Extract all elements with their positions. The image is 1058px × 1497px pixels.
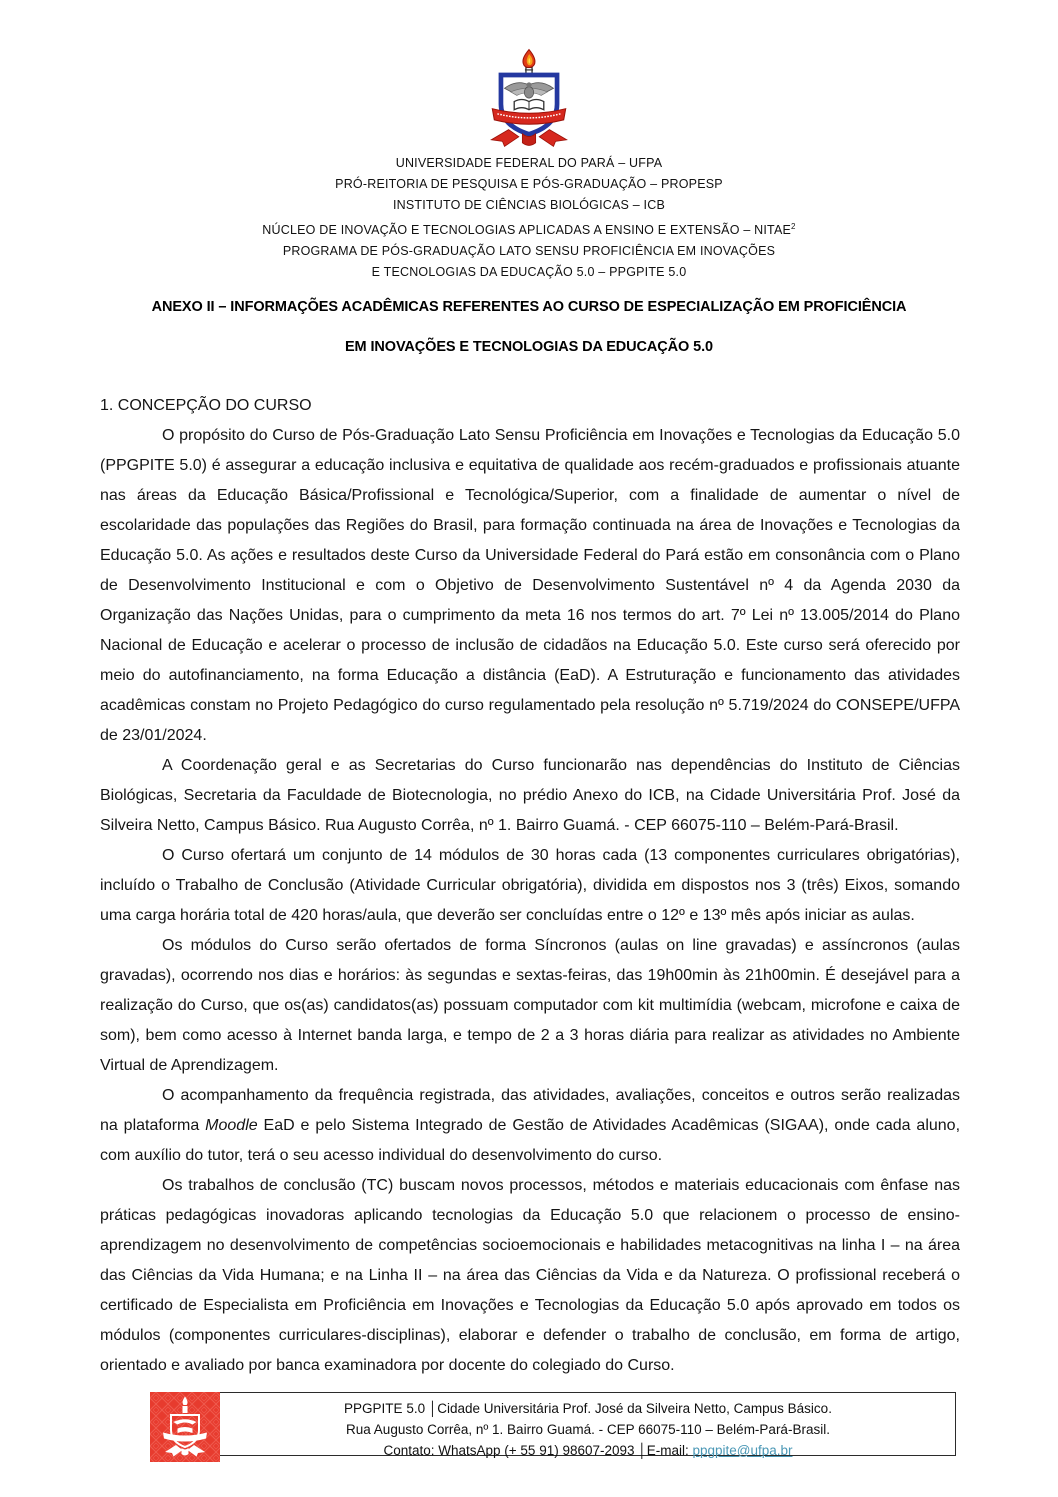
paragraph-proposito: O propósito do Curso de Pós-Graduação Lato Sensu Proficiência em Inovações e Tecnologias da Educação 5.0 (PPGPITE 5.0) é assegurar a educação inclusiva e equitativa de qualidade aos recém-graduados e profissionais atuante nas áreas da Educação Básica/Profissional e Tecnológica/Superior, com a finalidade de aumentar o nível de escolaridade das populações das Regiões do Brasil, para formação continuada na área de Inovações e Tecnologias da Educação 5.0. As ações e resultados deste Curso da Universidade Federal do Pará estão em consonância com o Plano de Desenvolvimento Institucional e com o Objetivo de Desenvolvimento Sustentável nº 4 da Agenda 2030 da Organização das Nações Unidas, para o cumprimento da meta 16 nos termos do art. 7º Lei nº 13.005/2014 do Plano Nacional de Educação e acelerar o processo de inclusão de cidadãos na Educação 5.0. Este curso será oferecido por meio do autofinanciamento, na forma Educação a distância (EaD). A Estruturação e funcionamento das atividades acadêmicas constam no Projeto Pedagógico do curso regulamentado pela resolução nº 5.719/2024 do CONSEPE/UFPA de 23/01/2024. (100, 427, 960, 744)
header-line-nucleo-text: NÚCLEO DE INOVAÇÃO E TECNOLOGIAS APLICADAS A ENSINO E EXTENSÃO – NITAE (262, 223, 792, 238)
institution-header (0, 153, 1058, 283)
footer-line-3 (221, 1440, 955, 1461)
footer-line-2: Rua Augusto Corrêa, nº 1. Bairro Guamá. - CEP 66075-110 – Belém-Pará-Brasil. (346, 1422, 830, 1437)
document-title-line-2: EM INOVAÇÕES E TECNOLOGIAS DA EDUCAÇÃO 5.0 (344, 339, 713, 355)
logo-container (0, 48, 1058, 150)
paragraph-acompanhamento-before: O acompanhamento da frequência registrada, das atividades, avaliações, conceitos e outros serão realizadas na plataforma (100, 1087, 960, 1134)
paragraph-modulos: O Curso ofertará um conjunto de 14 módulos de 30 horas cada (13 componentes curriculares obrigatórias), incluído o Trabalho de Conclusão (Atividade Curricular obrigatória), dividida em dispostos nos 3 (três) Eixos, somando uma carga horária total de 420 horas/aula, que deverão ser concluídas entre o 12º e 13º mês após iniciar as aulas. (100, 847, 960, 924)
header-line-programa-2: E TECNOLOGIAS DA EDUCAÇÃO 5.0 – PPGPITE 5.0 (371, 265, 687, 280)
footer (150, 1392, 956, 1456)
footer-logo-container (150, 1392, 220, 1462)
header-line-instituto: INSTITUTO DE CIÊNCIAS BIOLÓGICAS – ICB (392, 198, 665, 212)
paragraph-trabalhos: Os trabalhos de conclusão (TC) buscam novos processos, métodos e materiais educacionais com ênfase nas práticas pedagógicas inovadoras aplicando tecnologias da Educação 5.0 que relacionem o processo de ensino-aprendizagem no desenvolvimento de competências socioemocionais e habilidades metacognitivas na linha I – na área das Ciências da Vida Humana; e na Linha II – na área das Ciências da Vida e da Natureza. O profissional receberá o certificado de Especialista em Proficiência em Inovações e Tecnologias da Educação 5.0 após aprovado em todos os módulos (componentes curriculares-disciplinas), elaborar e defender o trabalho de conclusão, em forma de artigo, orientado e avaliado por banca examinadora por docente do colegiado do Curso. (100, 1177, 960, 1374)
email-link[interactable]: ppgpite@ufpa.br (692, 1443, 793, 1458)
paragraph-acompanhamento (100, 1081, 960, 1171)
paragraph-coordenacao: A Coordenação geral e as Secretarias do Curso funcionarão nas dependências do Instituto de Ciências Biológicas, Secretaria da Faculdade de Biotecnologia, no prédio Anexo do ICB, na Cidade Universitária Prof. José da Silveira Netto, Campus Básico. Rua Augusto Corrêa, nº 1. Bairro Guamá. - CEP 66075-110 – Belém-Pará-Brasil. (100, 757, 960, 834)
footer-line-1: PPGPITE 5.0 │Cidade Universitária Prof. José da Silveira Netto, Campus Básico. (344, 1401, 832, 1416)
document-title (0, 297, 1058, 357)
ufpa-crest-white-icon (150, 1392, 220, 1462)
document-title-line-1: ANEXO II – INFORMAÇÕES ACADÊMICAS REFERENTES AO CURSO DE ESPECIALIZAÇÃO EM PROFICIÊNCIA (151, 299, 907, 315)
header-line-university: UNIVERSIDADE FEDERAL DO PARÁ – UFPA (395, 156, 663, 170)
nitae-superscript: 2 (791, 222, 796, 231)
section-heading: 1. CONCEPÇÃO DO CURSO (100, 397, 312, 414)
footer-contact-text: Contato: WhatsApp (+ 55 91) 98607-2093 │E-mail: (383, 1443, 693, 1458)
paragraph-horarios: Os módulos do Curso serão ofertados de forma Síncronos (aulas on line gravadas) e assíncronos (aulas gravadas), ocorrendo nos dias e horários: às segundas e sextas-feiras, das 19h00min às 21h00min. É desejável para a realização do Curso, que os(as) candidatos(as) possuam computador com kit multimídia (webcam, microfone e caixa de som), bem como acesso à Internet banda larga, e tempo de 2 a 3 horas diária para realizar as atividades no Ambiente Virtual de Aprendizagem. (100, 937, 960, 1074)
header-line-proreitoria: PRÓ-REITORIA DE PESQUISA E PÓS-GRADUAÇÃO – PROPESP (335, 177, 723, 191)
header-line-nucleo (0, 216, 1058, 241)
moodle-italic: Moodle (205, 1117, 258, 1134)
ufpa-crest-icon (483, 48, 575, 150)
footer-text (221, 1398, 955, 1461)
paragraph-acompanhamento-after: EaD e pelo Sistema Integrado de Gestão de Atividades Acadêmicas (SIGAA), onde cada aluno, com auxílio do tutor, terá o seu acesso individual do desenvolvimento do curso. (100, 1117, 960, 1164)
document-body (100, 391, 960, 1381)
header-line-programa: PROGRAMA DE PÓS-GRADUAÇÃO LATO SENSU PROFICIÊNCIA EM INOVAÇÕES (282, 244, 776, 259)
